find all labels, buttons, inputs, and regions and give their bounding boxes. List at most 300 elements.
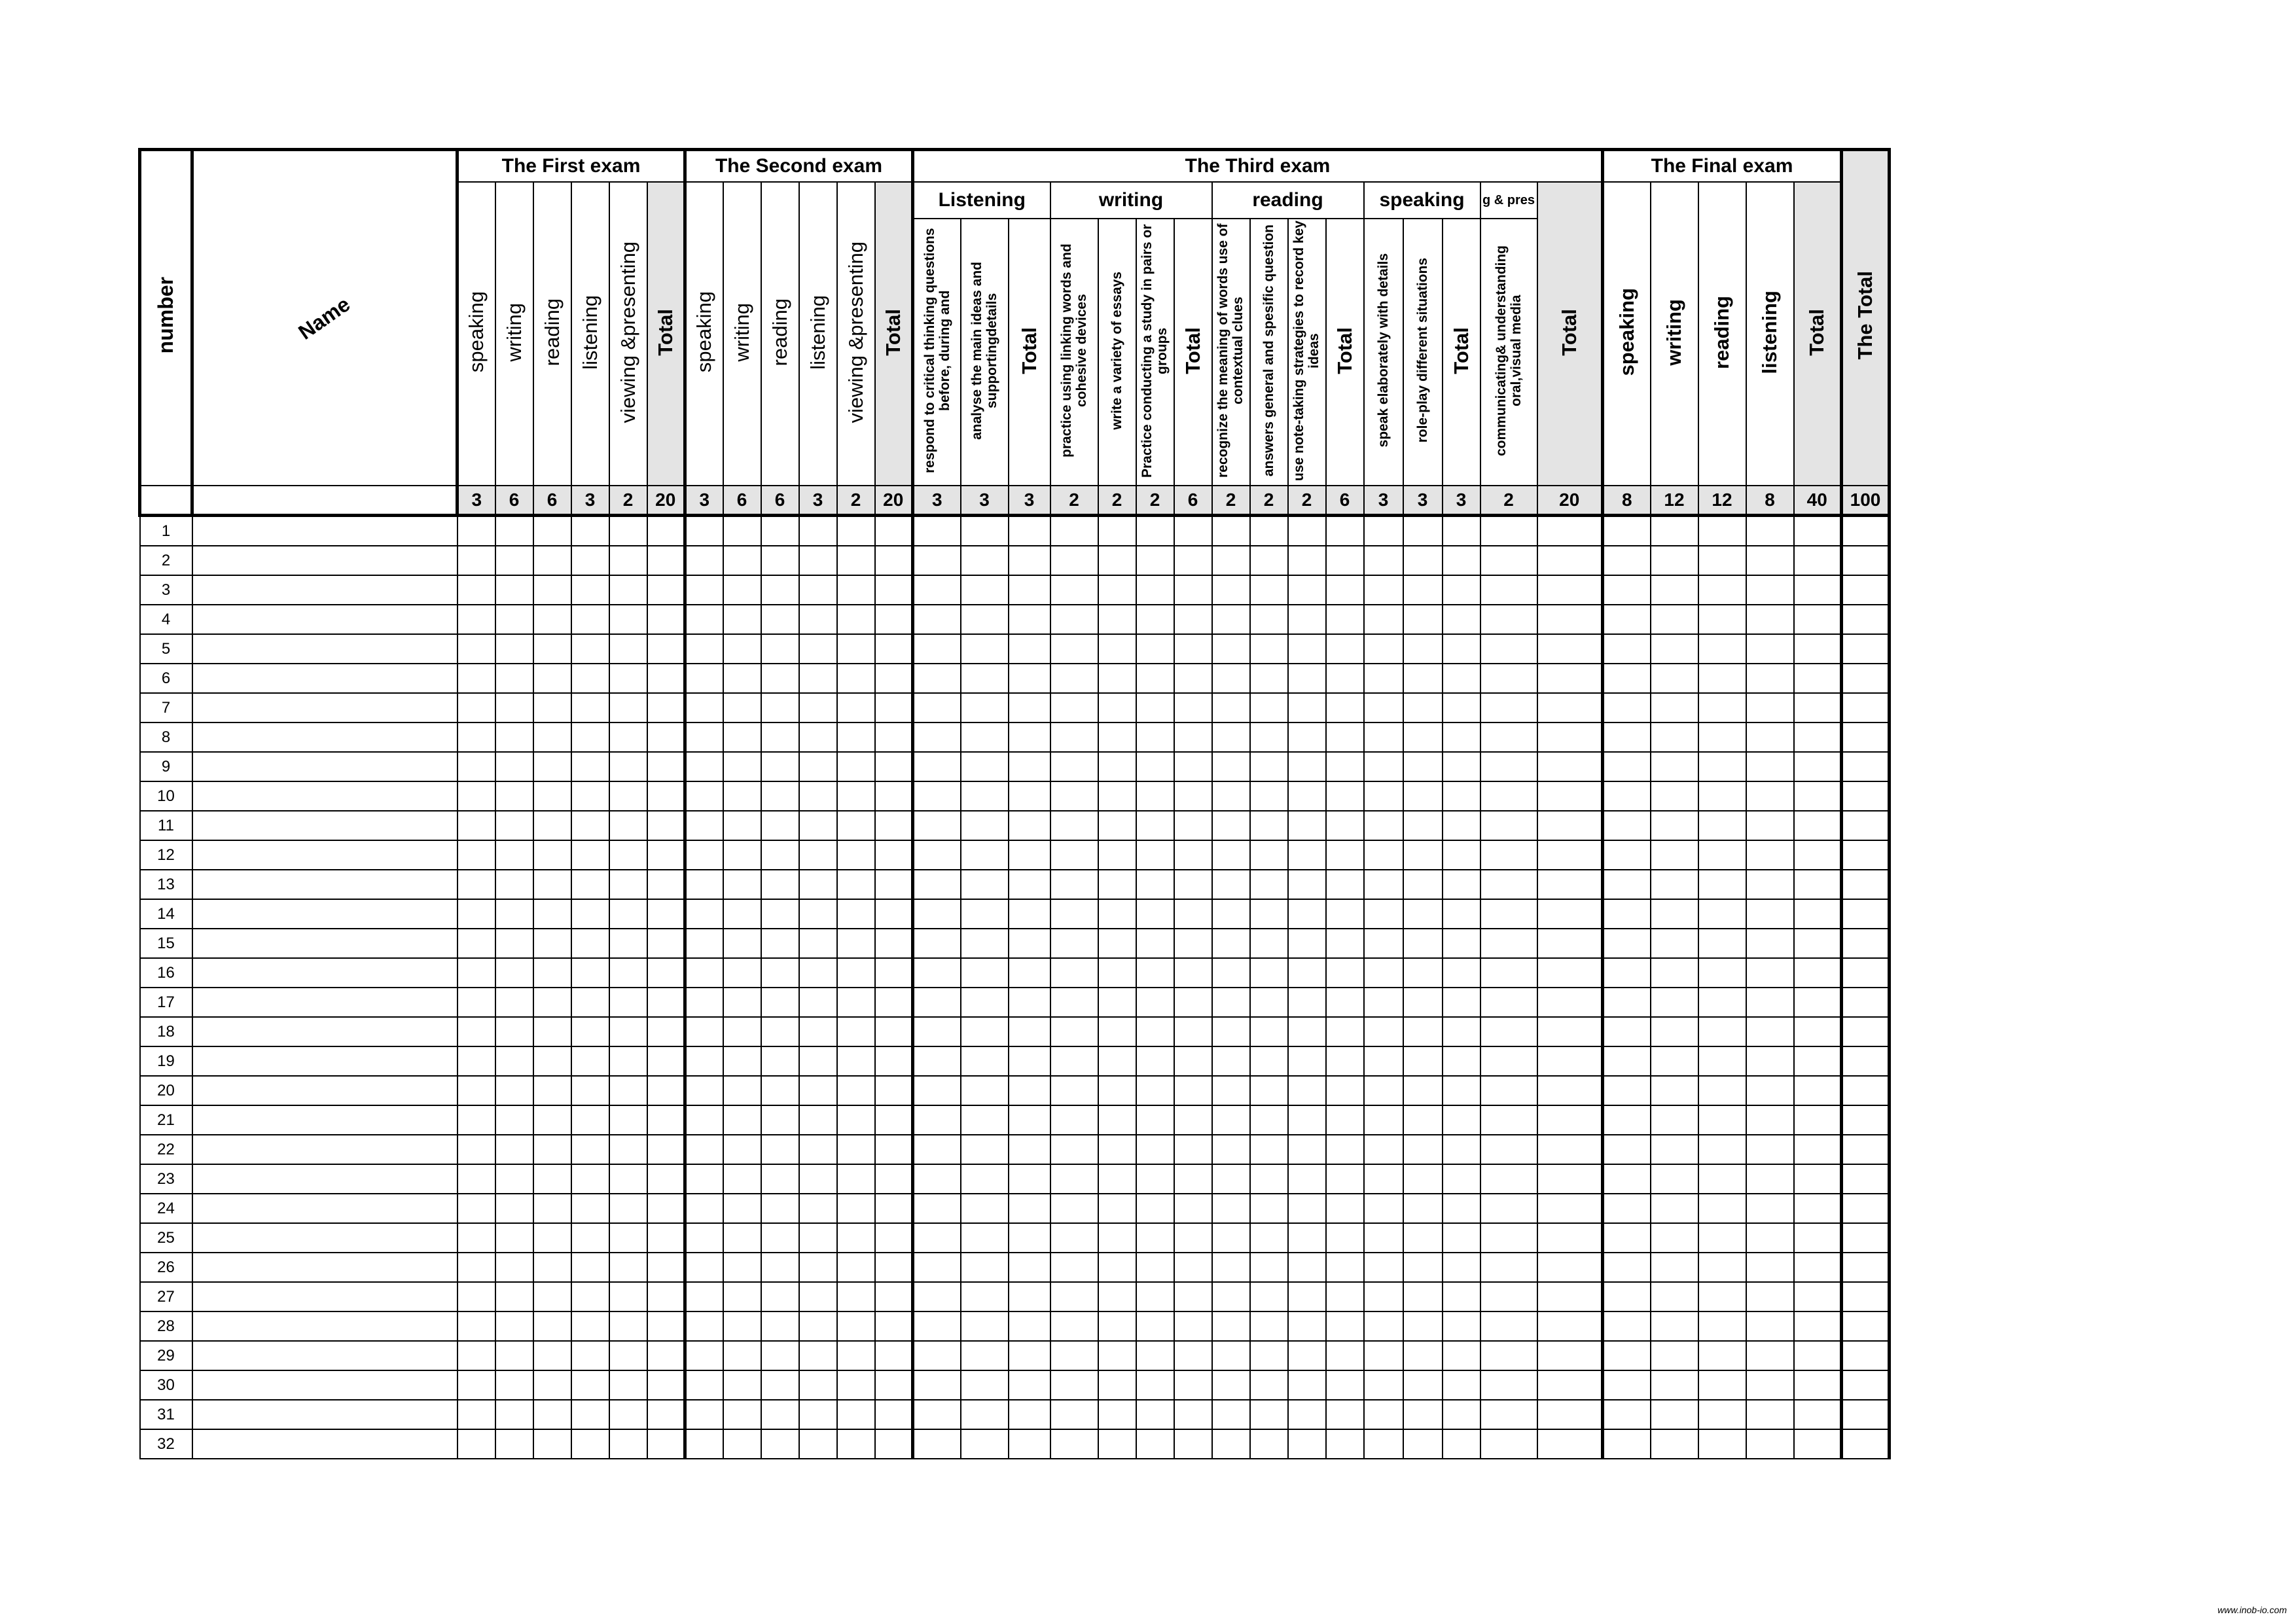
score-cell[interactable] [1403,752,1443,781]
score-cell[interactable] [961,1253,1009,1282]
score-cell[interactable] [875,988,913,1017]
score-cell[interactable] [685,575,723,605]
score-cell[interactable] [1842,1164,1890,1194]
student-name-cell[interactable] [192,811,457,840]
score-cell[interactable] [647,1105,685,1135]
score-cell[interactable] [723,634,761,664]
score-cell[interactable] [1698,605,1746,634]
score-cell[interactable] [1698,1370,1746,1400]
score-cell[interactable] [533,1017,571,1046]
score-cell[interactable] [1212,1311,1250,1341]
score-cell[interactable] [1794,929,1842,958]
score-cell[interactable] [1603,1223,1651,1253]
score-cell[interactable] [1794,870,1842,899]
score-cell[interactable] [1250,899,1288,929]
score-cell[interactable] [1443,781,1480,811]
score-cell[interactable] [837,722,875,752]
score-cell[interactable] [1443,1223,1480,1253]
score-cell[interactable] [1364,1135,1403,1164]
score-cell[interactable] [1174,1105,1212,1135]
student-name-cell[interactable] [192,516,457,546]
score-cell[interactable] [647,752,685,781]
score-cell[interactable] [1326,781,1364,811]
score-cell[interactable] [837,988,875,1017]
score-cell[interactable] [1364,1400,1403,1429]
score-cell[interactable] [1794,605,1842,634]
score-cell[interactable] [761,988,799,1017]
score-cell[interactable] [1480,546,1537,575]
score-cell[interactable] [799,1341,837,1370]
score-cell[interactable] [1403,1046,1443,1076]
score-cell[interactable] [799,1076,837,1105]
score-cell[interactable] [1443,1194,1480,1223]
score-cell[interactable] [1842,1223,1890,1253]
score-cell[interactable] [1136,1135,1174,1164]
score-cell[interactable] [875,929,913,958]
score-cell[interactable] [1698,781,1746,811]
score-cell[interactable] [1136,1282,1174,1311]
score-cell[interactable] [1009,1253,1050,1282]
score-cell[interactable] [1050,1253,1098,1282]
score-cell[interactable] [1136,546,1174,575]
score-cell[interactable] [1098,1429,1136,1459]
score-cell[interactable] [913,1076,961,1105]
score-cell[interactable] [1537,958,1603,988]
score-cell[interactable] [1480,722,1537,752]
score-cell[interactable] [799,899,837,929]
score-cell[interactable] [1136,1311,1174,1341]
score-cell[interactable] [457,1341,495,1370]
score-cell[interactable] [1480,1105,1537,1135]
score-cell[interactable] [1403,634,1443,664]
score-cell[interactable] [1746,1341,1794,1370]
score-cell[interactable] [875,634,913,664]
score-cell[interactable] [837,899,875,929]
score-cell[interactable] [1403,870,1443,899]
score-cell[interactable] [761,752,799,781]
score-cell[interactable] [1288,1429,1326,1459]
score-cell[interactable] [1537,988,1603,1017]
score-cell[interactable] [799,546,837,575]
score-cell[interactable] [1698,929,1746,958]
score-cell[interactable] [495,1164,533,1194]
score-cell[interactable] [571,516,609,546]
score-cell[interactable] [1603,1341,1651,1370]
score-cell[interactable] [961,1341,1009,1370]
score-cell[interactable] [1174,575,1212,605]
score-cell[interactable] [1480,1135,1537,1164]
score-cell[interactable] [1603,870,1651,899]
score-cell[interactable] [1288,1341,1326,1370]
score-cell[interactable] [457,1135,495,1164]
score-cell[interactable] [961,958,1009,988]
score-cell[interactable] [685,840,723,870]
score-cell[interactable] [1794,1164,1842,1194]
score-cell[interactable] [685,1400,723,1429]
score-cell[interactable] [1537,1164,1603,1194]
score-cell[interactable] [1050,722,1098,752]
score-cell[interactable] [1403,1282,1443,1311]
score-cell[interactable] [1288,1076,1326,1105]
score-cell[interactable] [1443,1135,1480,1164]
score-cell[interactable] [837,575,875,605]
score-cell[interactable] [1364,811,1403,840]
score-cell[interactable] [1603,1135,1651,1164]
score-cell[interactable] [961,1046,1009,1076]
score-cell[interactable] [1136,899,1174,929]
score-cell[interactable] [609,988,647,1017]
score-cell[interactable] [913,752,961,781]
score-cell[interactable] [1212,840,1250,870]
score-cell[interactable] [609,1046,647,1076]
score-cell[interactable] [723,781,761,811]
score-cell[interactable] [457,1223,495,1253]
score-cell[interactable] [1250,605,1288,634]
score-cell[interactable] [1174,1253,1212,1282]
score-cell[interactable] [1746,634,1794,664]
score-cell[interactable] [875,1253,913,1282]
score-cell[interactable] [799,1105,837,1135]
score-cell[interactable] [1250,1282,1288,1311]
score-cell[interactable] [875,1017,913,1046]
score-cell[interactable] [723,1311,761,1341]
score-cell[interactable] [875,1429,913,1459]
score-cell[interactable] [761,722,799,752]
score-cell[interactable] [1174,1311,1212,1341]
score-cell[interactable] [1746,1429,1794,1459]
score-cell[interactable] [1794,1400,1842,1429]
score-cell[interactable] [1842,929,1890,958]
score-cell[interactable] [1603,1253,1651,1282]
score-cell[interactable] [1250,870,1288,899]
student-name-cell[interactable] [192,1311,457,1341]
score-cell[interactable] [457,546,495,575]
score-cell[interactable] [1136,634,1174,664]
score-cell[interactable] [1746,1370,1794,1400]
score-cell[interactable] [837,1194,875,1223]
score-cell[interactable] [1480,811,1537,840]
score-cell[interactable] [533,605,571,634]
score-cell[interactable] [1698,693,1746,722]
score-cell[interactable] [1288,899,1326,929]
score-cell[interactable] [761,1194,799,1223]
score-cell[interactable] [1537,722,1603,752]
score-cell[interactable] [457,516,495,546]
score-cell[interactable] [495,1135,533,1164]
score-cell[interactable] [1250,1429,1288,1459]
score-cell[interactable] [1288,958,1326,988]
score-cell[interactable] [799,664,837,693]
score-cell[interactable] [1326,1400,1364,1429]
score-cell[interactable] [1212,664,1250,693]
score-cell[interactable] [913,958,961,988]
score-cell[interactable] [1794,1046,1842,1076]
score-cell[interactable] [1250,664,1288,693]
score-cell[interactable] [1403,1370,1443,1400]
score-cell[interactable] [1136,1253,1174,1282]
score-cell[interactable] [1403,1429,1443,1459]
score-cell[interactable] [1326,811,1364,840]
score-cell[interactable] [685,1311,723,1341]
score-cell[interactable] [1212,575,1250,605]
score-cell[interactable] [723,1105,761,1135]
score-cell[interactable] [1443,1253,1480,1282]
score-cell[interactable] [1603,575,1651,605]
score-cell[interactable] [1212,899,1250,929]
score-cell[interactable] [1403,693,1443,722]
score-cell[interactable] [1443,1164,1480,1194]
score-cell[interactable] [1746,516,1794,546]
score-cell[interactable] [495,899,533,929]
score-cell[interactable] [1136,1164,1174,1194]
score-cell[interactable] [913,1017,961,1046]
score-cell[interactable] [495,1429,533,1459]
score-cell[interactable] [571,870,609,899]
score-cell[interactable] [1403,840,1443,870]
score-cell[interactable] [1250,1341,1288,1370]
score-cell[interactable] [609,546,647,575]
score-cell[interactable] [1364,899,1403,929]
score-cell[interactable] [723,546,761,575]
score-cell[interactable] [1136,781,1174,811]
score-cell[interactable] [1250,546,1288,575]
score-cell[interactable] [495,840,533,870]
score-cell[interactable] [1212,1370,1250,1400]
score-cell[interactable] [761,575,799,605]
score-cell[interactable] [1403,1341,1443,1370]
score-cell[interactable] [961,1164,1009,1194]
score-cell[interactable] [1794,1076,1842,1105]
score-cell[interactable] [609,781,647,811]
score-cell[interactable] [1794,988,1842,1017]
score-cell[interactable] [799,722,837,752]
score-cell[interactable] [1050,958,1098,988]
score-cell[interactable] [1794,634,1842,664]
score-cell[interactable] [1794,1223,1842,1253]
score-cell[interactable] [1480,988,1537,1017]
score-cell[interactable] [1403,1135,1443,1164]
score-cell[interactable] [1746,811,1794,840]
score-cell[interactable] [1651,516,1698,546]
score-cell[interactable] [1443,840,1480,870]
score-cell[interactable] [1364,1046,1403,1076]
score-cell[interactable] [647,1282,685,1311]
score-cell[interactable] [1842,1194,1890,1223]
score-cell[interactable] [1288,664,1326,693]
score-cell[interactable] [837,958,875,988]
score-cell[interactable] [761,781,799,811]
score-cell[interactable] [685,664,723,693]
score-cell[interactable] [685,1341,723,1370]
score-cell[interactable] [1009,722,1050,752]
score-cell[interactable] [571,958,609,988]
score-cell[interactable] [1651,634,1698,664]
score-cell[interactable] [685,1135,723,1164]
score-cell[interactable] [685,516,723,546]
score-cell[interactable] [457,1311,495,1341]
score-cell[interactable] [1212,516,1250,546]
score-cell[interactable] [1250,1164,1288,1194]
score-cell[interactable] [1537,929,1603,958]
score-cell[interactable] [647,811,685,840]
score-cell[interactable] [837,1400,875,1429]
score-cell[interactable] [1364,1370,1403,1400]
score-cell[interactable] [1480,958,1537,988]
score-cell[interactable] [1698,546,1746,575]
score-cell[interactable] [837,1017,875,1046]
score-cell[interactable] [799,1253,837,1282]
score-cell[interactable] [1842,958,1890,988]
score-cell[interactable] [913,1370,961,1400]
score-cell[interactable] [913,1311,961,1341]
score-cell[interactable] [961,1311,1009,1341]
score-cell[interactable] [1794,840,1842,870]
score-cell[interactable] [571,781,609,811]
score-cell[interactable] [457,899,495,929]
score-cell[interactable] [1174,870,1212,899]
score-cell[interactable] [1480,575,1537,605]
score-cell[interactable] [571,1194,609,1223]
score-cell[interactable] [1537,1400,1603,1429]
score-cell[interactable] [1098,1135,1136,1164]
score-cell[interactable] [495,929,533,958]
student-name-cell[interactable] [192,1341,457,1370]
score-cell[interactable] [609,1341,647,1370]
score-cell[interactable] [875,693,913,722]
score-cell[interactable] [1212,1194,1250,1223]
score-cell[interactable] [1098,1311,1136,1341]
score-cell[interactable] [495,1076,533,1105]
score-cell[interactable] [837,546,875,575]
score-cell[interactable] [1603,988,1651,1017]
score-cell[interactable] [1842,1311,1890,1341]
score-cell[interactable] [1250,1311,1288,1341]
score-cell[interactable] [761,929,799,958]
score-cell[interactable] [685,1194,723,1223]
score-cell[interactable] [1009,781,1050,811]
score-cell[interactable] [457,575,495,605]
score-cell[interactable] [1603,693,1651,722]
score-cell[interactable] [875,899,913,929]
score-cell[interactable] [799,1311,837,1341]
score-cell[interactable] [685,722,723,752]
score-cell[interactable] [1174,722,1212,752]
score-cell[interactable] [799,605,837,634]
score-cell[interactable] [799,1400,837,1429]
score-cell[interactable] [761,1046,799,1076]
score-cell[interactable] [1174,664,1212,693]
score-cell[interactable] [571,1017,609,1046]
score-cell[interactable] [1326,693,1364,722]
score-cell[interactable] [1136,1429,1174,1459]
score-cell[interactable] [1288,781,1326,811]
score-cell[interactable] [1537,546,1603,575]
score-cell[interactable] [875,1164,913,1194]
score-cell[interactable] [1174,1429,1212,1459]
score-cell[interactable] [685,1164,723,1194]
score-cell[interactable] [875,605,913,634]
score-cell[interactable] [1443,988,1480,1017]
score-cell[interactable] [533,1164,571,1194]
score-cell[interactable] [1364,1429,1403,1459]
score-cell[interactable] [875,1105,913,1135]
score-cell[interactable] [1443,899,1480,929]
score-cell[interactable] [1174,1046,1212,1076]
score-cell[interactable] [1842,988,1890,1017]
score-cell[interactable] [1174,1076,1212,1105]
score-cell[interactable] [1364,1253,1403,1282]
score-cell[interactable] [647,840,685,870]
score-cell[interactable] [961,988,1009,1017]
score-cell[interactable] [1794,958,1842,988]
score-cell[interactable] [1326,1164,1364,1194]
score-cell[interactable] [1326,870,1364,899]
score-cell[interactable] [723,899,761,929]
score-cell[interactable] [961,516,1009,546]
score-cell[interactable] [1443,1341,1480,1370]
score-cell[interactable] [1537,1341,1603,1370]
score-cell[interactable] [1842,870,1890,899]
score-cell[interactable] [1403,1017,1443,1046]
score-cell[interactable] [495,1341,533,1370]
score-cell[interactable] [875,1341,913,1370]
score-cell[interactable] [1250,929,1288,958]
score-cell[interactable] [1842,1076,1890,1105]
score-cell[interactable] [1480,693,1537,722]
score-cell[interactable] [1537,1370,1603,1400]
score-cell[interactable] [457,1076,495,1105]
score-cell[interactable] [495,1194,533,1223]
score-cell[interactable] [1794,1135,1842,1164]
score-cell[interactable] [1050,988,1098,1017]
score-cell[interactable] [1842,1105,1890,1135]
score-cell[interactable] [1136,1194,1174,1223]
score-cell[interactable] [1364,1341,1403,1370]
score-cell[interactable] [1698,1135,1746,1164]
score-cell[interactable] [1746,752,1794,781]
score-cell[interactable] [1603,1429,1651,1459]
score-cell[interactable] [1050,1311,1098,1341]
score-cell[interactable] [1603,752,1651,781]
score-cell[interactable] [533,1223,571,1253]
score-cell[interactable] [457,664,495,693]
score-cell[interactable] [533,1253,571,1282]
score-cell[interactable] [799,693,837,722]
score-cell[interactable] [1746,1400,1794,1429]
score-cell[interactable] [1288,1164,1326,1194]
score-cell[interactable] [1050,605,1098,634]
score-cell[interactable] [647,546,685,575]
score-cell[interactable] [799,1194,837,1223]
score-cell[interactable] [837,870,875,899]
score-cell[interactable] [685,752,723,781]
score-cell[interactable] [571,722,609,752]
score-cell[interactable] [1288,988,1326,1017]
score-cell[interactable] [1537,1105,1603,1135]
score-cell[interactable] [1288,722,1326,752]
score-cell[interactable] [685,1076,723,1105]
score-cell[interactable] [1403,958,1443,988]
score-cell[interactable] [913,870,961,899]
score-cell[interactable] [1250,722,1288,752]
score-cell[interactable] [761,1076,799,1105]
score-cell[interactable] [1174,546,1212,575]
score-cell[interactable] [1288,811,1326,840]
score-cell[interactable] [913,1105,961,1135]
score-cell[interactable] [495,752,533,781]
score-cell[interactable] [1050,1370,1098,1400]
score-cell[interactable] [533,929,571,958]
